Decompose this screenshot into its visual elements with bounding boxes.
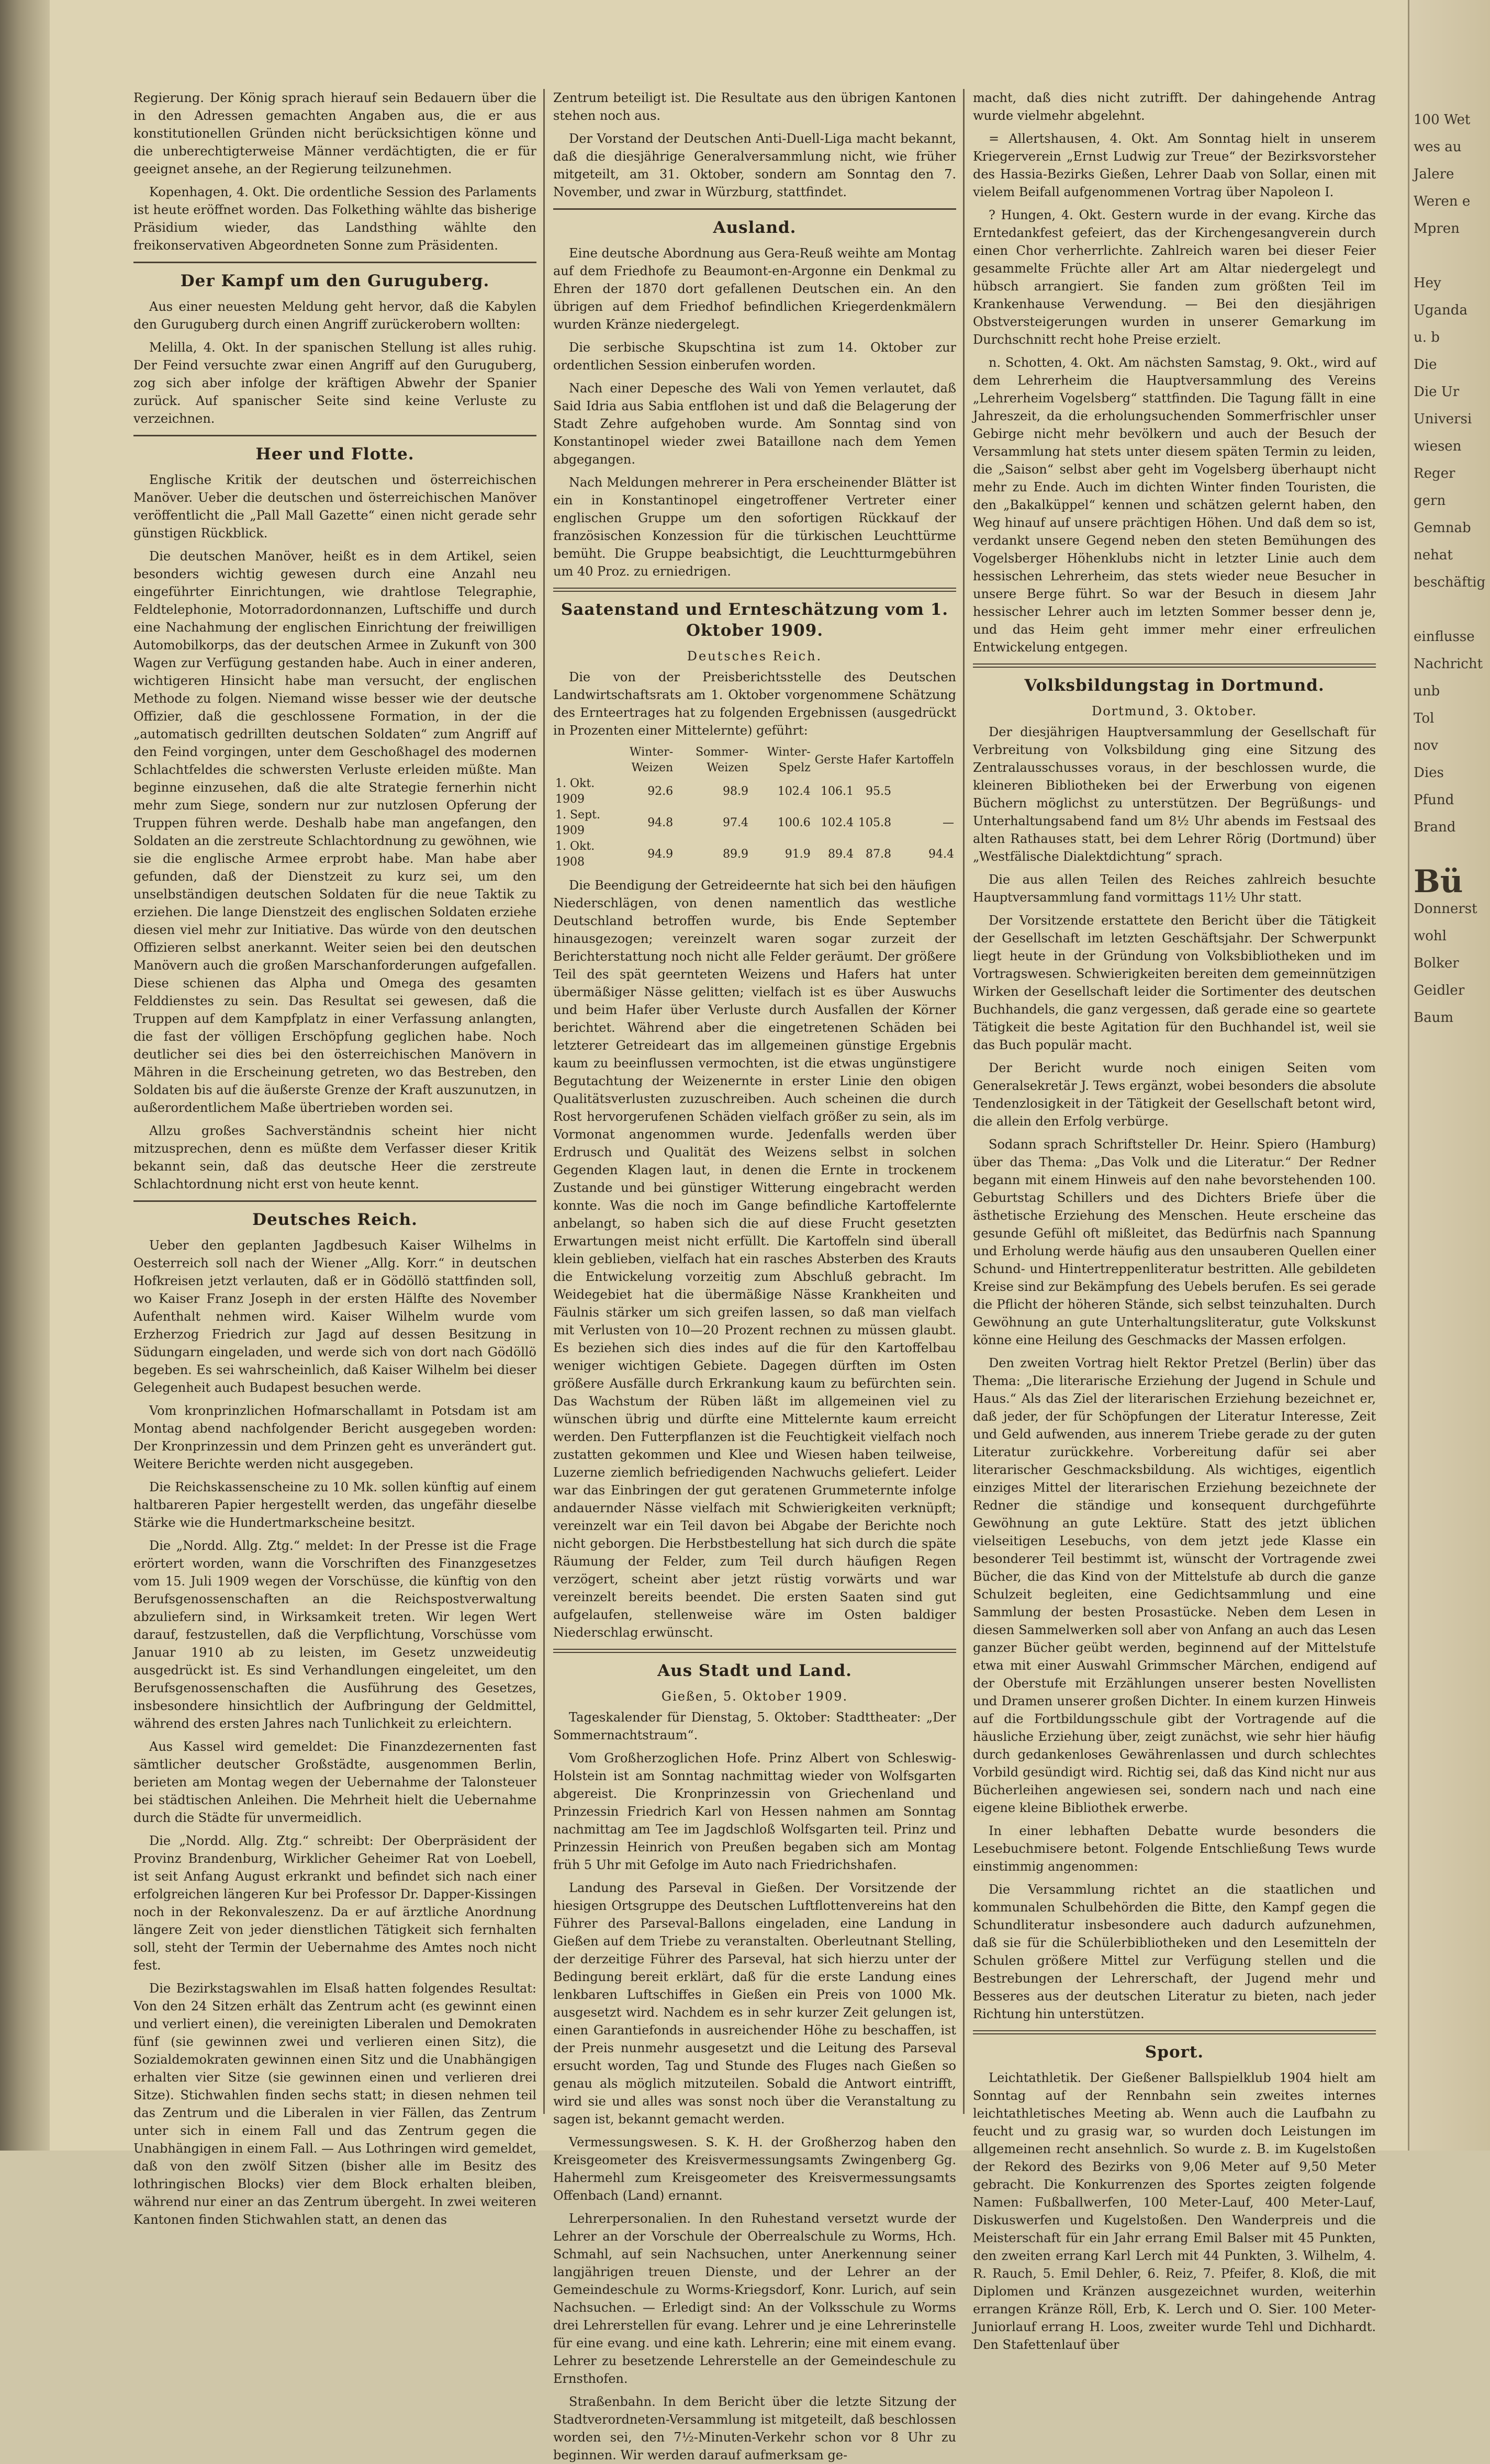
adjacent-page-fragment: beschäftig [1414,575,1486,590]
article-reich-besuch: Die aus allen Teilen des Reiches zahlreich besuchte Hauptversammlung fand vormittags 11½ Uhr statt. [973,872,1376,905]
article-lehrerpersonalien: Lehrerpersonalien. In den Ruhestand versetzt wurde der Lehrer an der Vorschule der Oberrealschule zu Worms, Hch. Schmahl, auf sein Nachsuchen, unter Anerkennung seiner langjährigen treuen Dienste, und der Lehrer an der Gemeindeschule zu Worms-Kriegsdorf, Konr. Lurich, auf sein Nachsuchen. — Erledigt sind: An der Volksschule zu Worms drei Lehrerstellen für evang. Lehrer und je eine Lehrerinstelle für eine evang. und eine kath. Lehrerin; eine mit einem evang. Lehrer zu besetzende Lehrerstelle an der Gemeindeschule zu Ernsthofen. [553,2211,956,2386]
article-bezirkstagswahlen: Die Bezirkstagswahlen im Elsaß hatten folgendes Resultat: Von den 24 Sitzen erhält das Zentrum acht (es gewinnt einen und verliert einen), die vereinigten Liberalen und Demokraten fünf (sie gewinnen zwei und verlieren einen Sitz), die Sozialdemokraten gewinnen einen Sitz und die Unabhängigen erhalten vier Sitze (sie gewinnen einen und verlieren drei Sitze). Stichwahlen finden sechs statt; in diesen nehmen teil das Zentrum und die Liberalen in vier Fällen, das Zentrum unter sich in einem Fall und das Zentrum gegen die Unabhängigen in einem Fall. — Aus Lothringen wird gemeldet, daß von den zwölf Sitzen (bisher alle im Besitz des lothringischen Blocks) vier dem Block erhalten bleiben, während nur einer an das Zentrum übergeht. In zwei weiteren Kantonen finden Stichwahlen statt, an denen das [133,1981,536,2227]
article-jagdbesuch: Ueber den geplanten Jagdbesuch Kaiser Wilhelms in Oesterreich soll nach der Wiener „Allg. Korr.“ in deutschen Hofkreisen jetzt verlauten, daß er in Gödöllö stattfinden soll, wo Kaiser Franz Joseph in der ersten Hälfte des November Aufenthalt nehmen wird. Kaiser Wilhelm wurde vom Erzherzog Friedrich zur Jagd auf dessen Besitzung in Südungarn eingeladen, und werde sich von dort nach Gödöllö begeben. Es sei wahrscheinlich, daß Kaiser Wilhelm bei dieser Gelegenheit auch Budapest besuchen werde. [133,1238,536,1395]
article-schotten: n. Schotten, 4. Okt. Am nächsten Samstag, 9. Okt., wird auf dem Lehrerheim die Hauptversammlung des Vereins „Lehrerheim Vogelsberg“ stattfinden. Die Tagung fällt in eine Jahreszeit, da die erholungsuchenden Sommerfrischler unser Gebirge nicht mehr bevölkern und auch der Besuch der Versammlung hat stets unter diesem späten Termin zu leiden, die „Saison“ selbst aber geht im Vogelsberg überhaupt nicht mehr zu Ende. Auch im dichten Winter finden Touristen, die den „Bakalküppel“ kennen und schätzen gelernt haben, den Weg hinauf auf unsere prächtigen Höhen. Und daß dem so ist, verdankt unsere Gegend neben den steten Bemühungen des Vogelsberger Höhenklubs nicht in letzter Linie auch dem hessischen Lehrerheim, das stets wieder neue Besucher in unsere Berge führt. So war der Besuch in diesem Jahr hessischer Lehrer auch im letzten Sommer besser denn je, und das Heim geht immer mehr einer erfreulichen Entwickelung entgegen. [973,355,1376,655]
column-3 [973,89,1376,2352]
adjacent-page-fragment: Die Ur [1414,384,1460,400]
table-cell [893,776,956,807]
article-melilla: Melilla, 4. Okt. In der spanischen Stellung ist alles ruhig. Der Feind versuchte zwar einen Angriff auf den Guruguberg, zog sich aber infolge der kräftigen Abwehr der Spanier zurück. Auf spanischer Seite sind keine Verluste zu verzeichnen. [133,340,536,426]
table-cell: 94.4 [928,848,954,861]
article-yemen: Nach einer Depesche des Wali von Yemen verlautet, daß Said Idria aus Sabia entflohen ist und daß die Belagerung der Stadt Zehre aufgehoben wurde. Am Sonntag sind von Konstantinopel wieder zwei Bataillone nach dem Yemen abgegangen. [553,381,956,467]
table-row [553,839,956,870]
divider [133,435,536,436]
adjacent-page-fragment: Baum [1414,1010,1454,1026]
table-cell: 94.9 [647,848,674,861]
double-divider [553,1649,956,1653]
heading-ausland: Ausland. [713,218,797,237]
article-anti-duell-liga: Der Vorstand der Deutschen Anti-Duell-Liga macht bekannt, daß die diesjährige Generalversammlung nicht, wie früher mitgeteilt, am 31. Oktober, sondern am Sonntag den 7. November, und zwar in Würzburg, stattfindet. [553,131,956,199]
table-cell: 1. Okt. 1908 [555,840,595,869]
adjacent-page-fragment: Die [1414,357,1437,373]
adjacent-page-fragment: gern [1414,493,1446,509]
adjacent-page-fragment: Donnerst [1414,901,1477,917]
adjacent-page-fragment: Gemnab [1414,520,1471,536]
article-finanzgesetz: Die „Nordd. Allg. Ztg.“ meldet: In der Presse ist die Frage erörtert worden, wann die Vorschriften des Finanzgesetzes vom 15. Juli 1909 wegen der Vorschüsse, die künftig von den Berufsgenossenschaften an die Reichspostverwaltung abzuliefern sind, in Wirksamkeit treten. Wir legen Wert darauf, festzustellen, daß die Verpflichtung, Vorschüsse vom Januar 1910 ab zu leisten, im Gesetz unzweideutig ausgedrückt ist. Es sind Verhandlungen eingeleitet, um den Berufsgenossenschaften die Ausführung des Gesetzes, insbesondere hinsichtlich der Aufbringung der Geldmittel, während des ersten Jahres nach Tunlichkeit zu erleichtern. [133,1538,536,1731]
article-hungen: ? Hungen, 4. Okt. Gestern wurde in der evang. Kirche das Erntedankfest gefeiert, das der Kirchengesangverein durch einen Chor verherrlichte. Zahlreich waren bei dieser Feier gesammelte Früchte aller Art am Altar niedergelegt und hübsch arrangiert. Sie fanden zum größten Teil im Krankenhause Verwendung. — Bei den diesjährigen Obstversteigerungen wurden in unserer Gemarkung im Durchschnitt recht hohe Preise erzielt. [973,208,1376,347]
table-row [553,776,956,807]
adjacent-page-fragment: Bü [1414,863,1463,900]
adjacent-page-fragment: Bolker [1414,955,1459,971]
table-header-row [553,745,956,776]
article-preisberichtsstelle: Die von der Preisberichtsstelle des Deutschen Landwirtschaftsrats am 1. Oktober vorgenommene Schätzung des Ernteertrages hat zu folgenden Ergebnissen (ausgedrückt in Prozenten einer Mittelernte) geführt: [553,670,956,738]
table-cell: 94.8 [647,816,674,829]
article-strassenbahn: Straßenbahn. In dem Bericht über die letzte Sitzung der Stadtverordneten-Versammlung ist mitgeteilt, daß beschlossen worden sei, den 7½-Minuten-Verkehr schon vor 8 Uhr zu beginnen. Wir werden darauf aufmerksam ge- [553,2394,956,2462]
article-zentrum-cont: Zentrum beteiligt ist. Die Resultate aus den übrigen Kantonen stehen noch aus. [553,91,956,123]
adjacent-page-fragment: Brand [1414,819,1456,835]
dateline-dortmund: Dortmund, 3. Oktober. [1092,704,1257,718]
table-cell: 1. Sept. 1909 [555,808,600,837]
article-strassenbahn-cont: macht, daß dies nicht zutrifft. Der dahingehende Antrag wurde vielmehr abgelehnt. [973,91,1376,123]
article-vorsitzender-bericht: Der Vorsitzende erstattete den Bericht über die Tätigkeit der Gesellschaft im letzten Geschäftsjahr. Der Schwerpunkt liegt heute in der Gründung von Volksbibliotheken und im Vortragswesen. Schwierigkeiten bereiten dem gemeinnützigen Wirken der Gesellschaft leider die Sortimenter des deutschen Buchhandels, die ganz vergessen, daß gerade eine so geartete Tätigkeit die beste Agitation für den Buchhandel ist, weil sie das Buch populär macht. [973,913,1376,1052]
table-cell: 89.4 [827,848,854,861]
adjacent-page-fragment: wiesen [1414,438,1462,454]
article-getreideernte: Die Beendigung der Getreideernte hat sich bei den häufigen Niederschlägen, von denen namentlich das westliche Deutschland betroffen wurde, bis Ende September hinausgezogen; vereinzelt waren sogar zurzeit der Berichterstattung noch nicht alle Felder geräumt. Der größere Teil des spät geernteten Weizens und Hafers hat unter übermäßiger Nässe gelitten; vielfach ist es über Auswuchs und beim Hafer über Verluste durch Ausfallen der Körner berichtet. Während aber die eingetretenen Schäden bei letzterer Getreideart das im allgemeinen günstige Ergebnis kaum zu beeinflussen vermochten, ist die etwas ungünstigere Begutachtung der Weizenernte in erster Linie den obigen Qualitätsverlusten zuzuschreiben. Auch scheinen die durch Rost hervorgerufenen Schäden vielfach größer zu sein, als im Vormonat angenommen wurde. Jedenfalls werden über Erdrusch und Qualität des Weizens selbst in solchen Gegenden Klagen laut, in denen die Ernte in trockenem Zustande und bei günstiger Witterung eingebracht werden konnte. Was die noch im Gange befindliche Kartoffelernte anbelangt, so haben sich die auf diese Frucht gesetzten Erwartungen meist nicht erfüllt. Die Kartoffeln sind überall klein geblieben, vielfach hat ein rasches Absterben des Krauts die Entwickelung vorzeitig zum Abschluß gebracht. Im Weidegebiet hat die übermäßige Nässe Krankheiten und Fäulnis stärker um sich greifen lassen, so daß man vielfach mit Verlusten von 10—20 Prozent rechnen zu müssen glaubt. Es beziehen sich dies indes auf die für den Kartoffelbau weniger wichtigen Gebiete. Dagegen dürften im Osten größere Ausfälle durch Erkrankung kaum zu befürchten sein. Das Wachstum der Rüben läßt im allgemeinen viel zu wünschen übrig und dürfte eine Mittelernte kaum erreicht werden. Den Futterpflanzen ist die Feuchtigkeit vielfach noch zustatten gekommen und Klee und Wiesen haben teilweise, Luzerne ziemlich befriedigenden Nachwuchs geliefert. Leider war das Einbringen der gut geratenen Grummeternte infolge andauernder Nässe vielfach mit Schwierigkeiten verknüpft; vereinzelt war ein Teil davon bei Abgabe der Berichte noch nicht geborgen. Die Herbstbestellung hat sich durch die späte Räumung der Felder, zum Teil durch häufigen Regen verzögert, scheint aber jetzt rüstig vorwärts und war vereinzelt bereits beendet. Die ersten Saaten sind gut aufgelaufen, stellenweise wäre im Osten baldiger Niederschlag erwünscht. [553,878,956,1640]
heading-deutsches-reich: Deutsches Reich. [252,1210,418,1229]
article-grossherzoglicher-hof: Vom Großherzoglichen Hofe. Prinz Albert von Schleswig-Holstein ist am Sonntag nachmittag wieder von Wolfsgarten abgereist. Die Kronprinzessin von Griechenland und Prinzessin Friedrich Karl von Hessen nahmen am Sonntag nachmittag am Tee im Jagdschloß Wolfsgarten teil. Prinz und Prinzessin Heinrich von Preußen begaben sich am Montag früh 5 Uhr mit Gefolge im Auto nach Friedrichshafen. [553,1751,956,1872]
divider [133,262,536,263]
divider [133,1200,536,1202]
table-cell: 102.4 [820,816,854,829]
article-kopenhagen: Kopenhagen, 4. Okt. Die ordentliche Session des Parlaments ist heute eröffnet worden. Das Folkething wählte das bisherige Präsidium wieder, das Landsthing wählte den freikonservativen Abgeordneten Sonne zum Präsidenten. [133,185,536,253]
table-header-cell: Winter-Weizen [629,746,674,774]
article-hauptversammlung: Der diesjährigen Hauptversammlung der Gesellschaft für Verbreitung von Volksbildung ging eine Sitzung des Zentralausschusses voraus, in der beschlossen wurde, die kleineren Bibliotheken bei der Erwerbung von eigenen Büchern möglichst zu unterstützen. Der Begrüßungs- und Unterhaltungsabend fand um 8½ Uhr abends im Festsaal des alten Rathauses statt, bei dem Lehrer Rörig (Dortmund) über „Westfälische Dialektdichtung“ sprach. [973,725,1376,864]
table-cell: 100.6 [777,816,811,829]
article-pretzel-vortrag: Den zweiten Vortrag hielt Rektor Pretzel (Berlin) über das Thema: „Die literarische Erziehung der Jugend in Schule und Haus.“ Als das Ziel der literarischen Erziehung bezeichnet er, daß jeder, der für Schöpfungen der Literatur Interesse, Zeit und Geld aufwenden, aus innerem Triebe gerade zu der guten Literatur zurückkehre. Vorbereitung dafür sei aber literarischer Geschmacksbildung. Als wichtiges, eigentlich einziges Mittel der literarischen Erziehung bezeichnete der Redner die ständige und konsequent durchgeführte Gewöhnung an gute Lektüre. Statt des jetzt üblichen vielseitigen Lesebuchs, von dem jetzt jede Klasse ein besonderer Teil bestimmt ist, wünscht der Vortragende zwei Bücher, die das Kind von der Mittelstufe ab durch die ganze Schulzeit begleiten, eine Gedichtsammlung und eine Sammlung der besten Prosastücke. Neben dem Lesen in diesen Sammelwerken soll aber von Anfang an auch das Lesen ganzer Bücher geübt werden, beginnend auf der Mittelstufe etwa mit einer Auswahl Grimmscher Märchen, endigend auf der Oberstufe mit Erzählungen unserer besten Novellisten und Dramen unserer großen Dichter. In einem kurzen Hinweis auf die Fortbildungsschule gibt der Vortragende auf die häusliche Erziehung über, zeigt zunächst, wie sehr hier häufig durch gedankenloses Gewährenlassen und durch schlechtes Vorbild gesündigt wird. Richtig sei, daß das Kind nicht nur aus Bücherleihen angewiesen sei, sondern nach und nach eine eigene kleine Bibliothek erwerbe. [973,1356,1376,1815]
article-kassel: Aus Kassel wird gemeldet: Die Finanzdezernenten fast sämtlicher deutscher Großstädte, ausgenommen Berlin, berieten am Montag wegen der Uebernahme der Talonsteuer bei städtischen Anleihen. Die Mehrheit hielt die Uebernahme durch die Städte für unvermeidlich. [133,1739,536,1825]
adjacent-page-fragment: Uganda [1414,302,1467,318]
article-skupschtina: Die serbische Skupschtina ist zum 14. Oktober zur ordentlichen Session einberufen worden. [553,340,956,373]
heading-heer-flotte: Heer und Flotte. [255,445,414,464]
table-cell: 92.6 [647,785,674,798]
article-parseval: Landung des Parseval in Gießen. Der Vorsitzende der hiesigen Ortsgruppe des Deutschen Luftflottenvereins hat den Führer des Parseval-Ballons eingeladen, eine Landung in Gießen auf dem Triebe zu veranstalten. Oberleutnant Stelling, der derzeitige Führer des Parseval, hat sich hierzu unter der Bedingung bereit erklärt, daß für die erste Landung eines lenkbaren Luftschiffes in Gießen ein Preis von 1000 Mk. ausgesetzt wird. Nachdem es in sehr kurzer Zeit gelungen ist, einen Garantiefonds in ausreichender Höhe zu beschaffen, ist der Preis nunmehr ausgesetzt und die Leitung des Parseval ersucht worden, Tag und Stunde des Fluges nach Gießen so genau als möglich mitzuteilen. Sobald die Antwort eintrifft, wird sie und alles was sonst noch über die Veranstaltung zu sagen ist, bekannt gemacht werden. [553,1881,956,2127]
table-row [553,807,956,839]
article-deutsche-manoever: Die deutschen Manöver, heißt es in dem Artikel, seien besonders wichtig gewesen durch eine Anzahl neu eingeführter Einrichtungen, wie drahtlose Telegraphie, Feldtelephonie, Motorradordonnanzen, Luftschiffe und durch eine Nachahmung der englischen Einrichtung der freiwilligen Automobilkorps, das der deutschen Armee in Zukunft von 300 Wagen zur Verfügung gestanden habe. Auch in einer anderen, wichtigeren Hinsicht habe man versucht, der englischen Methode zu folgen. Niemand wisse besser wie der deutsche Offizier, daß die geschlossene Formation, in der die „automatisch gedrillten deutschen Soldaten“ zum Angriff auf den Feind vorgingen, unter dem Geschoßhagel des modernen Schlachtfeldes die schwersten Verluste erleiden müßte. Man beginne einzusehen, daß die alte Strategie fernerhin nicht mehr zum Siege, sondern nur zur nutzlosen Opferung der Truppen führen werde. Deshalb habe man angefangen, den Soldaten an die zerstreute Schlachtordnung zu gewöhnen, wie sie die englische Armee erprobt habe. Man habe aber gefunden, daß der Dienstzeit zu kurz sei, um den unselbständigen deutschen Soldaten für die neue Taktik zu erziehen. Die lange Dienstzeit des englischen Soldaten erziehe diesen viel mehr zur Initiative. Das würde von den deutschen Offizieren selbst anerkannt. Weiter seien bei den deutschen Manövern auch die großen Marschanforderungen aufgefallen. Diese schienen das Alpha und Omega des gesamten Felddienstes zu sein. Das Resultat sei gewesen, daß die Truppen auf dem Kampfplatz in einer Verfassung anlangten, die fast der völligen Erschöpfung geglichen habe. Noch deutlicher sei dies bei den österreichischen Manövern in Mähren in die Erscheinung getreten, wo das Bestreben, den Soldaten bis auf die äußerste Grenze der Kraft auszunutzen, in außerordentlichem Maße übertrieben worden sei. [133,549,536,1115]
adjacent-page-fragment: Nachricht [1414,656,1483,672]
heading-saatenstand: Saatenstand und Ernteschätzung vom 1. Oktober 1909. [561,600,949,640]
table-cell: 87.8 [865,848,891,861]
adjacent-page-fragment: Hey [1414,275,1441,291]
table-header-cell: Winter-Spelz [767,746,811,774]
article-oberpraesident: Die „Nordd. Allg. Ztg.“ schreibt: Der Oberpräsident der Provinz Brandenburg, Wirklicher Geheimer Rat von Loebell, ist seit Anfang August erkrankt und befindet sich nach einer erfolgreichen längeren Kur bei Professor Dr. Dapper-Kissingen noch in der Rekonvaleszenz. Da er auf ärztliche Anordnung längere Zeit von jeder dienstlichen Tätigkeit sich fernhalten soll, steht der Termin der Uebernahme des Amtes noch nicht fest. [133,1833,536,1973]
adjacent-page-fragment [1409,845,1490,864]
adjacent-page-fragment: u. b [1414,330,1440,345]
dateline-giessen: Gießen, 5. Oktober 1909. [661,1689,848,1704]
article-hofmarschallamt: Vom kronprinzlichen Hofmarschallamt in Potsdam ist am Montag abend nachfolgender Bericht ausgegeben worden: Der Kronprinzessin und dem Prinzen geht es unverändert gut. Weitere Berichte werden nicht ausgegeben. [133,1403,536,1471]
adjacent-page-fragment: Weren e [1414,194,1471,209]
article-gera-reuss: Eine deutsche Abordnung aus Gera-Reuß weihte am Montag auf dem Friedhofe zu Beaumont-en-Argonne ein Denkmal zu Ehren der 1870 dort gefallenen Deutschen ein. An den übrigen auf dem Friedhof befindlichen Kriegerdenkmälern wurden Kränze niedergelegt. [553,246,956,332]
adjacent-page-fragment: 100 Wet [1414,112,1471,128]
adjacent-page-fragment [1409,246,1490,266]
adjacent-page-fragments [1409,110,1490,1028]
heading-sport: Sport. [1145,2043,1204,2062]
table-cell: 102.4 [777,785,811,798]
adjacent-page-fragment: Dies [1414,765,1444,781]
column-rule [543,89,545,2114]
article-sachverstaendnis: Allzu großes Sachverständnis scheint hier nicht mitzusprechen, denn es müßte dem Verfasser dieser Kritik bekannt sein, daß das deutsche Heer die zerstreute Schlachtordnung nicht erst von heute kennt. [133,1123,536,1191]
article-vermessungswesen: Vermessungswesen. S. K. H. der Großherzog haben den Kreisgeometer des Kreisvermessungsamts Zwingenberg Gg. Hahermehl zum Kreisgeometer des Kreisvermessungsamts Offenbach (Land) ernannt. [553,2135,956,2203]
crop-estimate-table [553,745,956,870]
heading-guruguberg: Der Kampf um den Guruguberg. [180,272,490,290]
page-body [133,89,1397,2462]
article-reichskassenscheine: Die Reichskassenscheine zu 10 Mk. sollen künftig auf einem haltbareren Papier hergestellt werden, das ungefähr dieselbe Stärke wie die Hundertmarkscheine besitzt. [133,1480,536,1530]
table-header-cell [553,745,609,776]
adjacent-page-fragment: einflusse [1414,629,1475,645]
adjacent-page-fragment: wes au [1414,139,1462,155]
adjacent-page-fragment: unb [1414,683,1440,699]
table-cell: 105.8 [858,816,891,829]
article-spiero-vortrag: Sodann sprach Schriftsteller Dr. Heinr. Spiero (Hamburg) über das Thema: „Das Volk und die Literatur.“ Der Redner begann mit einem Hinweis auf den nahe bevorstehenden 100. Geburtstag Schillers und des Dichters Briefe über die ästhetische Erziehung des Menschen. Heute erscheine das gesunde Gefühl oft mißleitet, das Bedürfnis nach Spannung und Erholung werde häufig aus den unsauberen Quellen einer Schund- und Hintertreppenliteratur bestritten. Alle gebildeten Kreise sind zur Bekämpfung des Uebels berufen. Es sei gerade die Pflicht der höheren Stände, sich selbst teinzuhalten. Durch Gewöhnung an gute Unterhaltungsliteratur, gute Volkskunst könne eine Heilung des Geschmacks der Massen erfolgen. [973,1137,1376,1347]
divider [553,208,956,210]
article-tageskalender: Tageskalender für Dienstag, 5. Oktober: Stadttheater: „Der Sommernachtstraum“. [553,1710,956,1742]
table-header-cell: Sommer-Weizen [695,746,748,774]
table-cell: 91.9 [785,848,811,861]
adjacent-page-strip [1408,0,1490,2151]
adjacent-page-fragment: Reger [1414,466,1455,481]
double-divider [553,588,956,592]
article-debatte: In einer lebhaften Debatte wurde besonders die Lesebuchmisere betont. Folgende Entschließung Tews wurde einstimmig angenommen: [973,1824,1376,1874]
adjacent-page-fragment: nehat [1414,547,1453,563]
article-leichtathletik: Leichtathletik. Der Gießener Ballspielklub 1904 hielt am Sonntag auf der Rennbahn sein zweites internes leichtathletisches Meeting ab. Wenn auch die Laufbahn zu feucht und zu grasig war, so wurden doch Leistungen im allgemeinen recht ansehnlich. So wurde z. B. im Kugelstoßen der Rekord des Bezirks von 9,06 Meter auf 9,50 Meter gebracht. Die Konkurrenzen des Sportes zeigten folgende Namen: Fußballwerfen, 100 Meter-Lauf, 400 Meter-Lauf, Diskuswerfen und Kugelstoßen. Den Wanderpreis und die Meisterschaft für ein Jahr errang Emil Balser mit 45 Punkten, den zweiten errang Karl Lerch mit 44 Punkten, 3. Wilhelm, 4. R. Rauch, 5. Emil Dehler, 6. Reiz, 7. Pfeifer, 8. Kloß, die mit Diplomen und Kränzen ausgezeichnet wurden, weiterhin errangen Kränze Röll, Erb, K. Lerch und O. Sier. 100 Meter-Juniorlauf errang H. Loos, zweiter wurde Tehl und Dichhardt. Den Stafettenlauf über [973,2071,1376,2352]
article-allertshausen: = Allertshausen, 4. Okt. Am Sonntag hielt in unserem Kriegerverein „Ernst Ludwig zur Treue“ der Bezirksvorsteher des Hassia-Bezirks Gießen, Lehrer Daab von Sollar, einen mit vielem Beifall aufgenommenen Vortrag über Napoleon I. [973,131,1376,199]
heading-volksbildungstag: Volksbildungstag in Dortmund. [1024,676,1325,695]
table-cell: 97.4 [723,816,748,829]
dateline-deutsches-reich: Deutsches Reich. [687,649,823,663]
table-cell: 89.9 [723,848,748,861]
article-guruguberg-intro: Aus einer neuesten Meldung geht hervor, daß die Kabylen den Guruguberg durch einen Angriff zurückerobern wollten: [133,299,536,332]
double-divider [973,663,1376,668]
adjacent-page-fragment [1409,600,1490,620]
adjacent-page-fragment: Universi [1414,411,1472,427]
adjacent-page-fragment: Geidler [1414,983,1465,998]
article-kritik-manoever: Englische Kritik der deutschen und österreichischen Manöver. Ueber die deutschen und österreichischen Manöver veröffentlicht die „Pall Mall Gazette“ einen nicht gerade sehr günstigen Rückblick. [133,472,536,541]
adjacent-page-fragment: Jalere [1414,166,1454,182]
article-regierung: Regierung. Der König sprach hierauf sein Bedauern über die in den Adressen gemachten Angaben aus, die er aus konstitutionellen Gründen nicht berücksichtigen könne und die unberechtigterweise Männer verdächtigten, die er für geeignet ansehe, an der Regierung teilzunehmen. [133,91,536,176]
column-2 [553,89,956,2462]
table-cell: 106.1 [820,785,854,798]
adjacent-page-fragment: wohl [1414,928,1447,944]
adjacent-page-fragment: Tol [1414,711,1435,726]
table-cell: 98.9 [723,785,748,798]
article-generalsekretaer: Der Bericht wurde noch einigen Seiten vom Generalsekretär J. Tews ergänzt, wobei besonders die absolute Tendenzlosigkeit in der Tätigkeit der Gesellschaft betont wird, die allein den Erfolg verbürge. [973,1061,1376,1129]
adjacent-page-fragment: Pfund [1414,792,1454,808]
table-cell: 1. Okt. 1909 [555,777,595,806]
adjacent-page-fragment: Mpren [1414,221,1460,237]
table-header-cell: Kartoffeln [895,753,954,767]
article-leuchttuerme: Nach Meldungen mehrerer in Pera erscheinender Blätter ist ein in Konstantinopel eingetroffener Vertreter einer englischen Gruppe um den sofortigen Rückkauf der französischen Konzession für die türkischen Leuchttürme bemüht. Die Gruppe beabsichtigt, die Leuchtturmgebühren um 40 Proz. zu erniedrigen. [553,475,956,579]
heading-aus-stadt-und-land: Aus Stadt und Land. [657,1661,852,1680]
table-cell: 95.5 [865,785,891,798]
table-cell: — [943,816,954,829]
table-header-cell: Hafer [857,753,891,767]
table-header-cell: Gerste [814,753,854,767]
double-divider [973,2030,1376,2034]
article-entschliessung: Die Versammlung richtet an die staatlichen und kommunalen Schulbehörden die Bitte, den Kampf gegen die Schundliteratur insbesondere auch dadurch aufzunehmen, daß sie für die Schülerbibliotheken und den Lesemitteln der Schulen größere Mittel zur Verfügung stellen und die Bestrebungen der Lehrerschaft, der Jugend mehr und Besseres aus der deutschen Literatur zu bieten, nach jeder Richtung hin unterstützen. [973,1882,1376,2021]
page-binding-edge [0,0,50,2151]
adjacent-page-fragment: nov [1414,738,1439,753]
column-1 [133,89,536,2227]
column-rule [963,89,965,2114]
